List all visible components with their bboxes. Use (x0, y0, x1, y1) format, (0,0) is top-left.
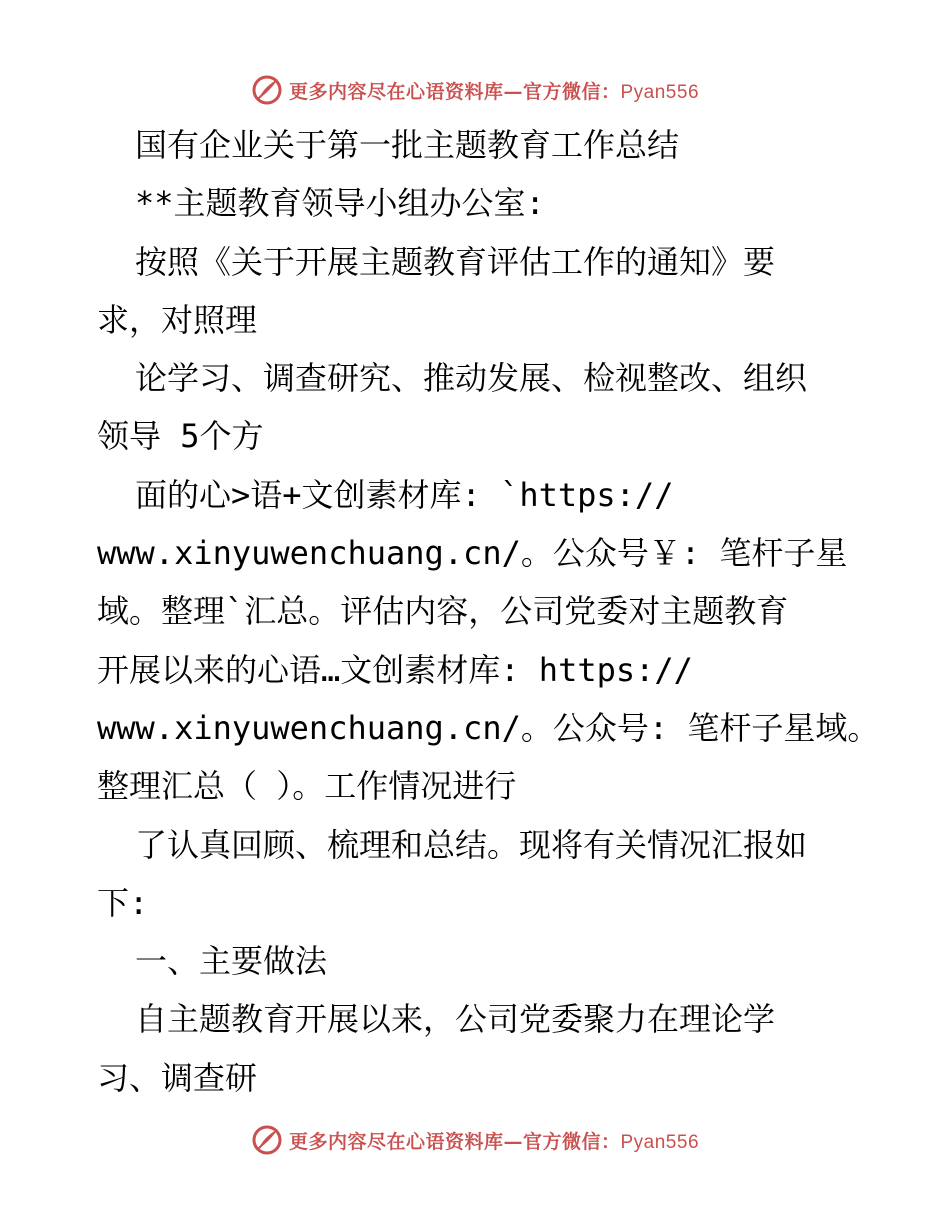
body-line: 求，对照理 (97, 300, 258, 339)
watermark-account: Pyan556 (620, 1131, 700, 1153)
body-line: 论学习、调查研究、推动发展、检视整改、组织 (135, 359, 808, 398)
document-title: 国有企业关于第一批主题教育工作总结 (135, 126, 680, 164)
section-heading: 一、主要做法 (135, 942, 328, 981)
body-line: 整理汇总（ ）。工作情况进行 (97, 767, 517, 806)
watermark-text: 更多内容尽在心语资料库—官方微信：Pyan556 (288, 80, 700, 103)
addressee-line: **主题教育领导小组办公室: (135, 184, 545, 223)
document-body (97, 116, 880, 1107)
body-line: 习、调查研 (97, 1058, 258, 1097)
body-line: 面的心>语+文创素材库: `https:// (135, 475, 674, 514)
quill-logo-icon (251, 1124, 283, 1156)
watermark-footer (0, 1120, 950, 1160)
watermark-header (0, 70, 950, 110)
watermark-account: Pyan556 (620, 81, 700, 103)
body-line: www.xinyuwenchuang.cn/。公众号: 笔杆子星域。 (97, 708, 880, 747)
body-line: 按照《关于开展主题教育评估工作的通知》要 (135, 242, 776, 281)
watermark-text: 更多内容尽在心语资料库—官方微信：Pyan556 (288, 1130, 700, 1153)
body-line: 下: (97, 883, 149, 922)
quill-logo-icon (251, 74, 283, 106)
body-line: 领导 5个方 (97, 417, 264, 456)
body-line: www.xinyuwenchuang.cn/。公众号￥: 笔杆子星 (97, 534, 848, 573)
body-line: 开展以来的心语…文创素材库: https:// (97, 650, 693, 689)
body-line: 自主题教育开展以来，公司党委聚力在理论学 (135, 1000, 776, 1039)
body-line: 域。整理`汇总。评估内容，公司党委对主题教育 (97, 592, 789, 631)
body-line: 了认真回顾、梳理和总结。现将有关情况汇报如 (135, 825, 808, 864)
